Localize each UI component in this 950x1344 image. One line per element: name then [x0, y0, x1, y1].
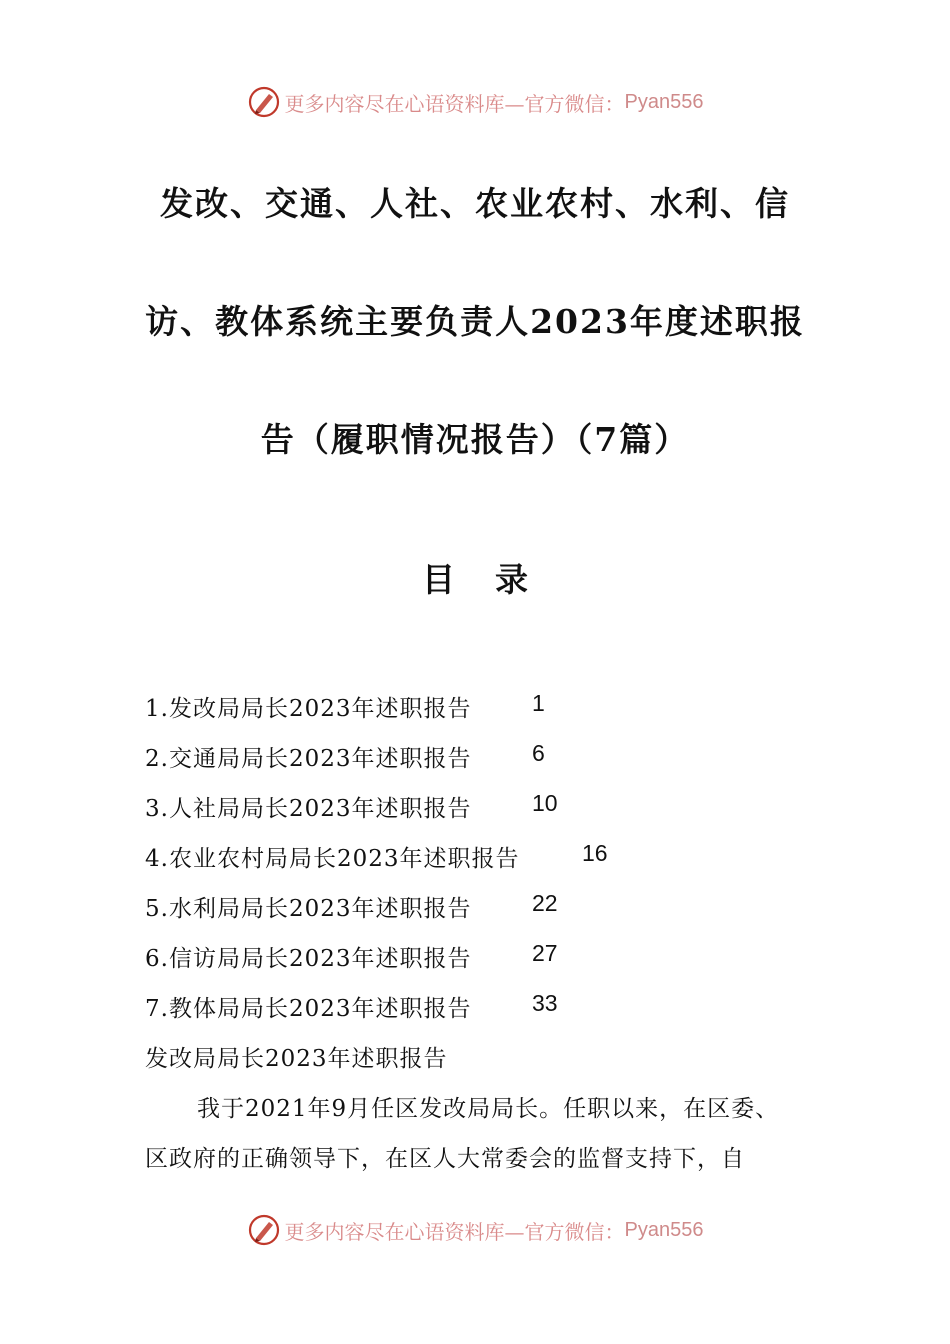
document-title-line-3: 告（履职情况报告）（7篇） — [260, 420, 690, 459]
toc-item-page: 22 — [532, 890, 558, 916]
toc-item-label: 5.水利局局长2023年述职报告 — [145, 896, 472, 922]
toc-item-page: 10 — [532, 790, 558, 816]
toc-heading: 目录 — [422, 560, 568, 599]
toc-item-page: 27 — [532, 940, 558, 966]
watermark-handle: Pyan556 — [624, 1218, 704, 1241]
toc-item-label: 2.交通局局长2023年述职报告 — [145, 746, 472, 772]
toc-item-label: 7.教体局局长2023年述职报告 — [145, 996, 472, 1022]
toc-item[interactable] — [145, 690, 545, 726]
document-title-line-2: 访、教体系统主要负责人2023年度述职报 — [145, 302, 805, 341]
toc-item-label: 3.人社局局长2023年述职报告 — [145, 796, 472, 822]
paragraph-line: 我于2021年9月任区发改局局长。任职以来，在区委、 — [197, 1096, 780, 1122]
pen-logo-icon — [247, 85, 281, 119]
section-title: 发改局局长2023年述职报告 — [145, 1046, 448, 1072]
watermark-handle: Pyan556 — [624, 90, 704, 113]
toc-item[interactable] — [145, 890, 558, 926]
toc-item-page: 33 — [532, 990, 558, 1016]
toc-item-page: 1 — [532, 690, 545, 716]
watermark-text: 更多内容尽在心语资料库—官方微信： — [284, 91, 625, 116]
paragraph-line: 区政府的正确领导下，在区人大常委会的监督支持下，自 — [145, 1146, 745, 1172]
toc-item-label: 6.信访局局长2023年述职报告 — [145, 946, 472, 972]
toc-item[interactable] — [145, 990, 558, 1026]
toc-item[interactable] — [145, 940, 558, 976]
footer-watermark — [0, 1210, 950, 1250]
pen-logo-icon — [247, 1213, 281, 1247]
header-watermark — [0, 82, 950, 122]
toc-item[interactable] — [145, 790, 558, 826]
toc-item-page: 16 — [582, 840, 608, 866]
document-title-line-1: 发改、交通、人社、农业农村、水利、信 — [160, 184, 790, 223]
toc-item[interactable] — [145, 740, 545, 776]
toc-item-label: 4.农业农村局局长2023年述职报告 — [145, 846, 520, 872]
toc-item-label: 1.发改局局长2023年述职报告 — [145, 696, 472, 722]
toc-item-page: 6 — [532, 740, 545, 766]
toc-item[interactable] — [145, 840, 608, 876]
watermark-text: 更多内容尽在心语资料库—官方微信： — [284, 1219, 625, 1244]
